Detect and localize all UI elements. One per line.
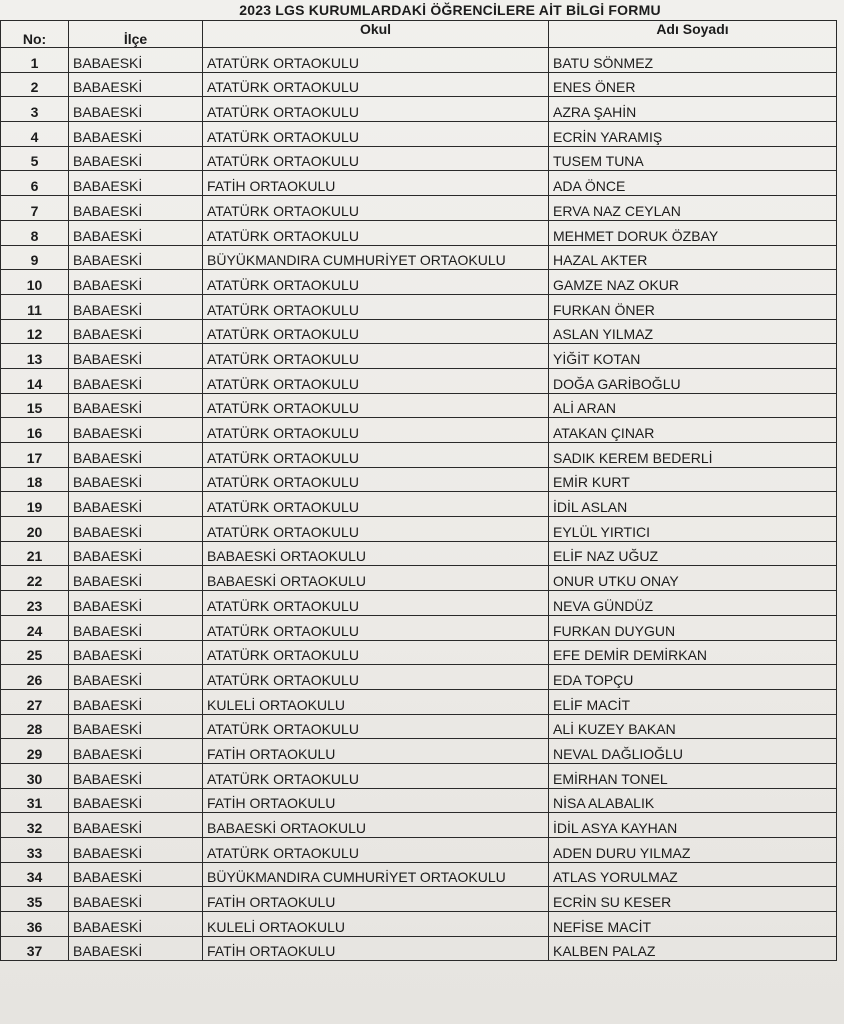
table-row — [1, 862, 837, 887]
row-no: 25 — [1, 640, 69, 665]
row-no: 37 — [1, 936, 69, 961]
table-row — [1, 591, 837, 616]
row-ilce: BABAESKİ — [69, 492, 203, 517]
row-no: 26 — [1, 665, 69, 690]
row-ad-soyad: ATLAS YORULMAZ — [549, 862, 837, 887]
row-okul: ATATÜRK ORTAOKULU — [203, 714, 549, 739]
row-ilce: BABAESKİ — [69, 245, 203, 270]
row-no: 30 — [1, 763, 69, 788]
table-row — [1, 912, 837, 937]
row-okul: ATATÜRK ORTAOKULU — [203, 270, 549, 295]
table-body — [1, 48, 837, 961]
table-row — [1, 887, 837, 912]
row-no: 20 — [1, 517, 69, 542]
row-okul: FATİH ORTAOKULU — [203, 171, 549, 196]
row-ilce: BABAESKİ — [69, 788, 203, 813]
row-ad-soyad: ENES ÖNER — [549, 72, 837, 97]
table-row — [1, 467, 837, 492]
row-okul: FATİH ORTAOKULU — [203, 739, 549, 764]
row-no: 23 — [1, 591, 69, 616]
row-ilce: BABAESKİ — [69, 443, 203, 468]
row-no: 6 — [1, 171, 69, 196]
row-ad-soyad: ERVA NAZ CEYLAN — [549, 196, 837, 221]
header-okul: Okul — [203, 21, 549, 48]
row-ad-soyad: NEVAL DAĞLIOĞLU — [549, 739, 837, 764]
row-ad-soyad: ADA ÖNCE — [549, 171, 837, 196]
row-ilce: BABAESKİ — [69, 48, 203, 73]
table-row — [1, 763, 837, 788]
row-ad-soyad: FURKAN DUYGUN — [549, 615, 837, 640]
row-ad-soyad: ECRİN SU KESER — [549, 887, 837, 912]
row-okul: ATATÜRK ORTAOKULU — [203, 122, 549, 147]
form-title: 2023 LGS KURUMLARDAKİ ÖĞRENCİLERE AİT BİLGİ FORMU — [239, 2, 661, 18]
row-ilce: BABAESKİ — [69, 72, 203, 97]
row-ad-soyad: EMİR KURT — [549, 467, 837, 492]
row-ilce: BABAESKİ — [69, 838, 203, 863]
header-ad-soyad: Adı Soyadı — [549, 21, 837, 48]
row-no: 9 — [1, 245, 69, 270]
row-ad-soyad: ONUR UTKU ONAY — [549, 566, 837, 591]
student-table — [0, 20, 837, 961]
table-row — [1, 245, 837, 270]
row-ilce: BABAESKİ — [69, 418, 203, 443]
row-ilce: BABAESKİ — [69, 270, 203, 295]
table-row — [1, 294, 837, 319]
table-row — [1, 640, 837, 665]
row-no: 27 — [1, 689, 69, 714]
row-ad-soyad: DOĞA GARİBOĞLU — [549, 368, 837, 393]
row-no: 3 — [1, 97, 69, 122]
row-ilce: BABAESKİ — [69, 566, 203, 591]
row-okul: ATATÜRK ORTAOKULU — [203, 344, 549, 369]
table-row — [1, 443, 837, 468]
row-no: 11 — [1, 294, 69, 319]
row-no: 21 — [1, 541, 69, 566]
row-ad-soyad: ALİ KUZEY BAKAN — [549, 714, 837, 739]
row-okul: ATATÜRK ORTAOKULU — [203, 294, 549, 319]
row-ilce: BABAESKİ — [69, 591, 203, 616]
row-no: 24 — [1, 615, 69, 640]
table-row — [1, 689, 837, 714]
row-no: 32 — [1, 813, 69, 838]
row-okul: ATATÜRK ORTAOKULU — [203, 418, 549, 443]
table-row — [1, 665, 837, 690]
row-okul: ATATÜRK ORTAOKULU — [203, 393, 549, 418]
row-ad-soyad: EMİRHAN TONEL — [549, 763, 837, 788]
row-okul: ATATÜRK ORTAOKULU — [203, 492, 549, 517]
row-okul: ATATÜRK ORTAOKULU — [203, 146, 549, 171]
row-okul: ATATÜRK ORTAOKULU — [203, 196, 549, 221]
row-ilce: BABAESKİ — [69, 393, 203, 418]
table-row — [1, 714, 837, 739]
row-ilce: BABAESKİ — [69, 319, 203, 344]
row-okul: ATATÜRK ORTAOKULU — [203, 665, 549, 690]
row-okul: ATATÜRK ORTAOKULU — [203, 838, 549, 863]
row-ilce: BABAESKİ — [69, 640, 203, 665]
row-no: 19 — [1, 492, 69, 517]
row-ilce: BABAESKİ — [69, 912, 203, 937]
row-okul: ATATÜRK ORTAOKULU — [203, 443, 549, 468]
row-ad-soyad: ELİF NAZ UĞUZ — [549, 541, 837, 566]
row-no: 16 — [1, 418, 69, 443]
row-ilce: BABAESKİ — [69, 541, 203, 566]
table-row — [1, 270, 837, 295]
row-ilce: BABAESKİ — [69, 689, 203, 714]
table-row — [1, 541, 837, 566]
row-okul: ATATÜRK ORTAOKULU — [203, 517, 549, 542]
table-row — [1, 72, 837, 97]
header-ilce: İlçe — [69, 21, 203, 48]
table-row — [1, 122, 837, 147]
row-ilce: BABAESKİ — [69, 665, 203, 690]
row-ad-soyad: EDA TOPÇU — [549, 665, 837, 690]
row-okul: BABAESKİ ORTAOKULU — [203, 566, 549, 591]
row-ad-soyad: BATU SÖNMEZ — [549, 48, 837, 73]
row-ad-soyad: FURKAN ÖNER — [549, 294, 837, 319]
row-ad-soyad: GAMZE NAZ OKUR — [549, 270, 837, 295]
row-ilce: BABAESKİ — [69, 196, 203, 221]
row-no: 14 — [1, 368, 69, 393]
table-row — [1, 566, 837, 591]
table-row — [1, 393, 837, 418]
row-no: 10 — [1, 270, 69, 295]
row-no: 2 — [1, 72, 69, 97]
table-row — [1, 146, 837, 171]
row-okul: ATATÜRK ORTAOKULU — [203, 591, 549, 616]
row-ad-soyad: NEFİSE MACİT — [549, 912, 837, 937]
row-ilce: BABAESKİ — [69, 813, 203, 838]
row-okul: ATATÜRK ORTAOKULU — [203, 220, 549, 245]
row-ilce: BABAESKİ — [69, 97, 203, 122]
table-row — [1, 97, 837, 122]
row-ad-soyad: ADEN DURU YILMAZ — [549, 838, 837, 863]
row-no: 34 — [1, 862, 69, 887]
row-ilce: BABAESKİ — [69, 615, 203, 640]
row-no: 12 — [1, 319, 69, 344]
row-ad-soyad: KALBEN PALAZ — [549, 936, 837, 961]
row-no: 17 — [1, 443, 69, 468]
row-okul: ATATÜRK ORTAOKULU — [203, 319, 549, 344]
table-row — [1, 220, 837, 245]
row-ilce: BABAESKİ — [69, 739, 203, 764]
row-ilce: BABAESKİ — [69, 146, 203, 171]
row-okul: FATİH ORTAOKULU — [203, 887, 549, 912]
row-okul: BÜYÜKMANDIRA CUMHURİYET ORTAOKULU — [203, 245, 549, 270]
row-okul: ATATÜRK ORTAOKULU — [203, 72, 549, 97]
row-ad-soyad: ELİF MACİT — [549, 689, 837, 714]
row-ilce: BABAESKİ — [69, 368, 203, 393]
table-row — [1, 936, 837, 961]
row-okul: ATATÜRK ORTAOKULU — [203, 763, 549, 788]
row-ad-soyad: İDİL ASLAN — [549, 492, 837, 517]
row-no: 7 — [1, 196, 69, 221]
row-ad-soyad: EFE DEMİR DEMİRKAN — [549, 640, 837, 665]
row-no: 4 — [1, 122, 69, 147]
row-okul: FATİH ORTAOKULU — [203, 788, 549, 813]
header-row — [1, 21, 837, 48]
row-okul: FATİH ORTAOKULU — [203, 936, 549, 961]
row-ad-soyad: AZRA ŞAHİN — [549, 97, 837, 122]
table-row — [1, 344, 837, 369]
row-ad-soyad: İDİL ASYA KAYHAN — [549, 813, 837, 838]
row-ad-soyad: HAZAL AKTER — [549, 245, 837, 270]
row-ilce: BABAESKİ — [69, 862, 203, 887]
row-no: 33 — [1, 838, 69, 863]
row-ad-soyad: ASLAN YILMAZ — [549, 319, 837, 344]
row-okul: ATATÜRK ORTAOKULU — [203, 368, 549, 393]
row-okul: ATATÜRK ORTAOKULU — [203, 640, 549, 665]
row-okul: BÜYÜKMANDIRA CUMHURİYET ORTAOKULU — [203, 862, 549, 887]
row-ilce: BABAESKİ — [69, 220, 203, 245]
row-ad-soyad: ALİ ARAN — [549, 393, 837, 418]
row-ad-soyad: NEVA GÜNDÜZ — [549, 591, 837, 616]
table-row — [1, 517, 837, 542]
row-no: 8 — [1, 220, 69, 245]
row-ad-soyad: NİSA ALABALIK — [549, 788, 837, 813]
row-no: 36 — [1, 912, 69, 937]
row-ilce: BABAESKİ — [69, 171, 203, 196]
row-no: 35 — [1, 887, 69, 912]
row-ad-soyad: TUSEM TUNA — [549, 146, 837, 171]
row-ad-soyad: EYLÜL YIRTICI — [549, 517, 837, 542]
row-ilce: BABAESKİ — [69, 467, 203, 492]
row-ad-soyad: YİĞİT KOTAN — [549, 344, 837, 369]
table-row — [1, 48, 837, 73]
row-ad-soyad: SADIK KEREM BEDERLİ — [549, 443, 837, 468]
row-no: 31 — [1, 788, 69, 813]
row-ilce: BABAESKİ — [69, 936, 203, 961]
row-ad-soyad: ECRİN YARAMIŞ — [549, 122, 837, 147]
table-row — [1, 196, 837, 221]
table-row — [1, 838, 837, 863]
header-no: No: — [1, 21, 69, 48]
row-no: 29 — [1, 739, 69, 764]
table-row — [1, 418, 837, 443]
row-no: 1 — [1, 48, 69, 73]
row-ilce: BABAESKİ — [69, 517, 203, 542]
row-okul: ATATÜRK ORTAOKULU — [203, 467, 549, 492]
table-row — [1, 788, 837, 813]
row-ilce: BABAESKİ — [69, 122, 203, 147]
row-ilce: BABAESKİ — [69, 714, 203, 739]
row-no: 22 — [1, 566, 69, 591]
row-okul: BABAESKİ ORTAOKULU — [203, 813, 549, 838]
row-ilce: BABAESKİ — [69, 294, 203, 319]
row-no: 5 — [1, 146, 69, 171]
row-no: 18 — [1, 467, 69, 492]
row-no: 28 — [1, 714, 69, 739]
row-okul: BABAESKİ ORTAOKULU — [203, 541, 549, 566]
table-row — [1, 813, 837, 838]
row-okul: ATATÜRK ORTAOKULU — [203, 97, 549, 122]
table-row — [1, 739, 837, 764]
row-okul: ATATÜRK ORTAOKULU — [203, 615, 549, 640]
row-ad-soyad: MEHMET DORUK ÖZBAY — [549, 220, 837, 245]
row-no: 15 — [1, 393, 69, 418]
row-okul: ATATÜRK ORTAOKULU — [203, 48, 549, 73]
row-ilce: BABAESKİ — [69, 763, 203, 788]
table-row — [1, 368, 837, 393]
table-row — [1, 171, 837, 196]
table-row — [1, 615, 837, 640]
row-okul: KULELİ ORTAOKULU — [203, 689, 549, 714]
table-row — [1, 319, 837, 344]
row-no: 13 — [1, 344, 69, 369]
row-ad-soyad: ATAKAN ÇINAR — [549, 418, 837, 443]
row-okul: KULELİ ORTAOKULU — [203, 912, 549, 937]
table-row — [1, 492, 837, 517]
row-ilce: BABAESKİ — [69, 887, 203, 912]
row-ilce: BABAESKİ — [69, 344, 203, 369]
